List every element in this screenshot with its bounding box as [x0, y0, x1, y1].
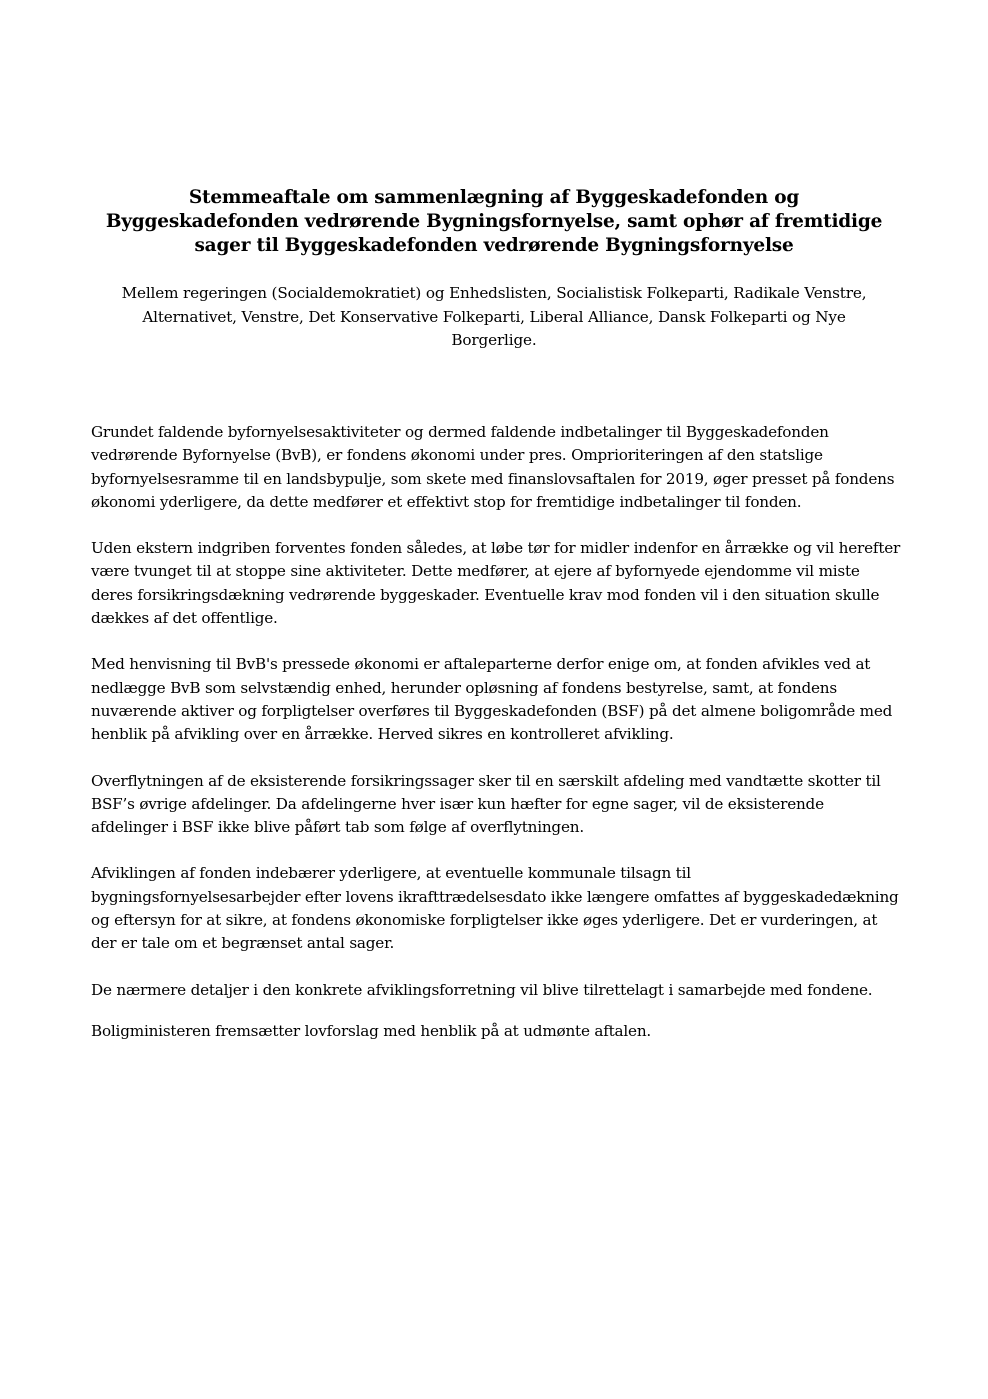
paragraph-4: Overflytningen af de eksisterende forsikringssager sker til en særskilt afdeling med vandtætte skotter til BSF’s øvrige afdelinger. Da afdelingerne hver især kun hæfter for egne sager, vil de eksisterende afdelinger i BSF ikke blive påført tab som følge af overflytningen. [91, 771, 881, 837]
document-subtitle: Mellem regeringen (Socialdemokratiet) og Enhedslisten, Socialistisk Folkeparti, Radikale Venstre, Alternativet, Venstre, Det Konservative Folkeparti, Liberal Alliance, Dansk Folkeparti og Nye Borgerlige. [121, 284, 867, 349]
paragraph-1: Grundet faldende byfornyelsesaktiviteter og dermed faldende indbetalinger til Byggeskadefonden vedrørende Byfornyelse (BvB), er fondens økonomi under pres. Omprioriteringen af den statslige byfornyelsesramme til en landsbypulje, som skete med finanslovsaftalen for 2019, øger presset på fondens økonomi yderligere, da dette medfører et effektivt stop for fremtidige indbetalinger til fonden. [91, 423, 895, 511]
paragraph-3: Med henvisning til BvB's pressede økonomi er aftaleparterne derfor enige om, at fonden afvikles ved at nedlægge BvB som selvstændig enhed, herunder opløsning af fondens bestyrelse, samt, at fondens nuværende aktiver og forpligtelser overføres til Byggeskadefonden (BSF) på det almene boligområde med henblik på afvikling over en årrække. Herved sikres en kontrolleret afvikling. [91, 655, 893, 744]
document-body [91, 421, 901, 1066]
paragraph-5: Afviklingen af fonden indebærer yderligere, at eventuelle kommunale tilsagn til bygningsfornyelsesarbejder efter lovens ikrafttrædelsesdato ikke længere omfattes af byggeskadedækning og eftersyn for at sikre, at fondens økonomiske forpligtelser ikke øges yderligere. Det er vurderingen, at der er tale om et begrænset antal sager. [91, 864, 899, 953]
paragraph-2: Uden ekstern indgriben forventes fonden således, at løbe tør for midler indenfor en årrække og vil herefter være tvunget til at stoppe sine aktiviteter. Dette medfører, at ejere af byfornyede ejendomme vil miste deres forsikringsdækning vedrørende byggeskader. Eventuelle krav mod fonden vil i den situation skulle dækkes af det offentlige. [91, 539, 901, 628]
paragraph-7: Boligministeren fremsætter lovforslag med henblik på at udmønte aftalen. [91, 1021, 652, 1040]
document-title: Stemmeaftale om sammenlægning af Byggeskadefonden og Byggeskadefonden vedrørende Bygningsfornyelse, samt ophør af fremtidige sager til Byggeskadefonden vedrørende Bygningsfornyelse [105, 187, 883, 256]
paragraph-6: De nærmere detaljer i den konkrete afviklingsforretning vil blive tilrettelagt i samarbejde med fondene. [91, 980, 873, 999]
